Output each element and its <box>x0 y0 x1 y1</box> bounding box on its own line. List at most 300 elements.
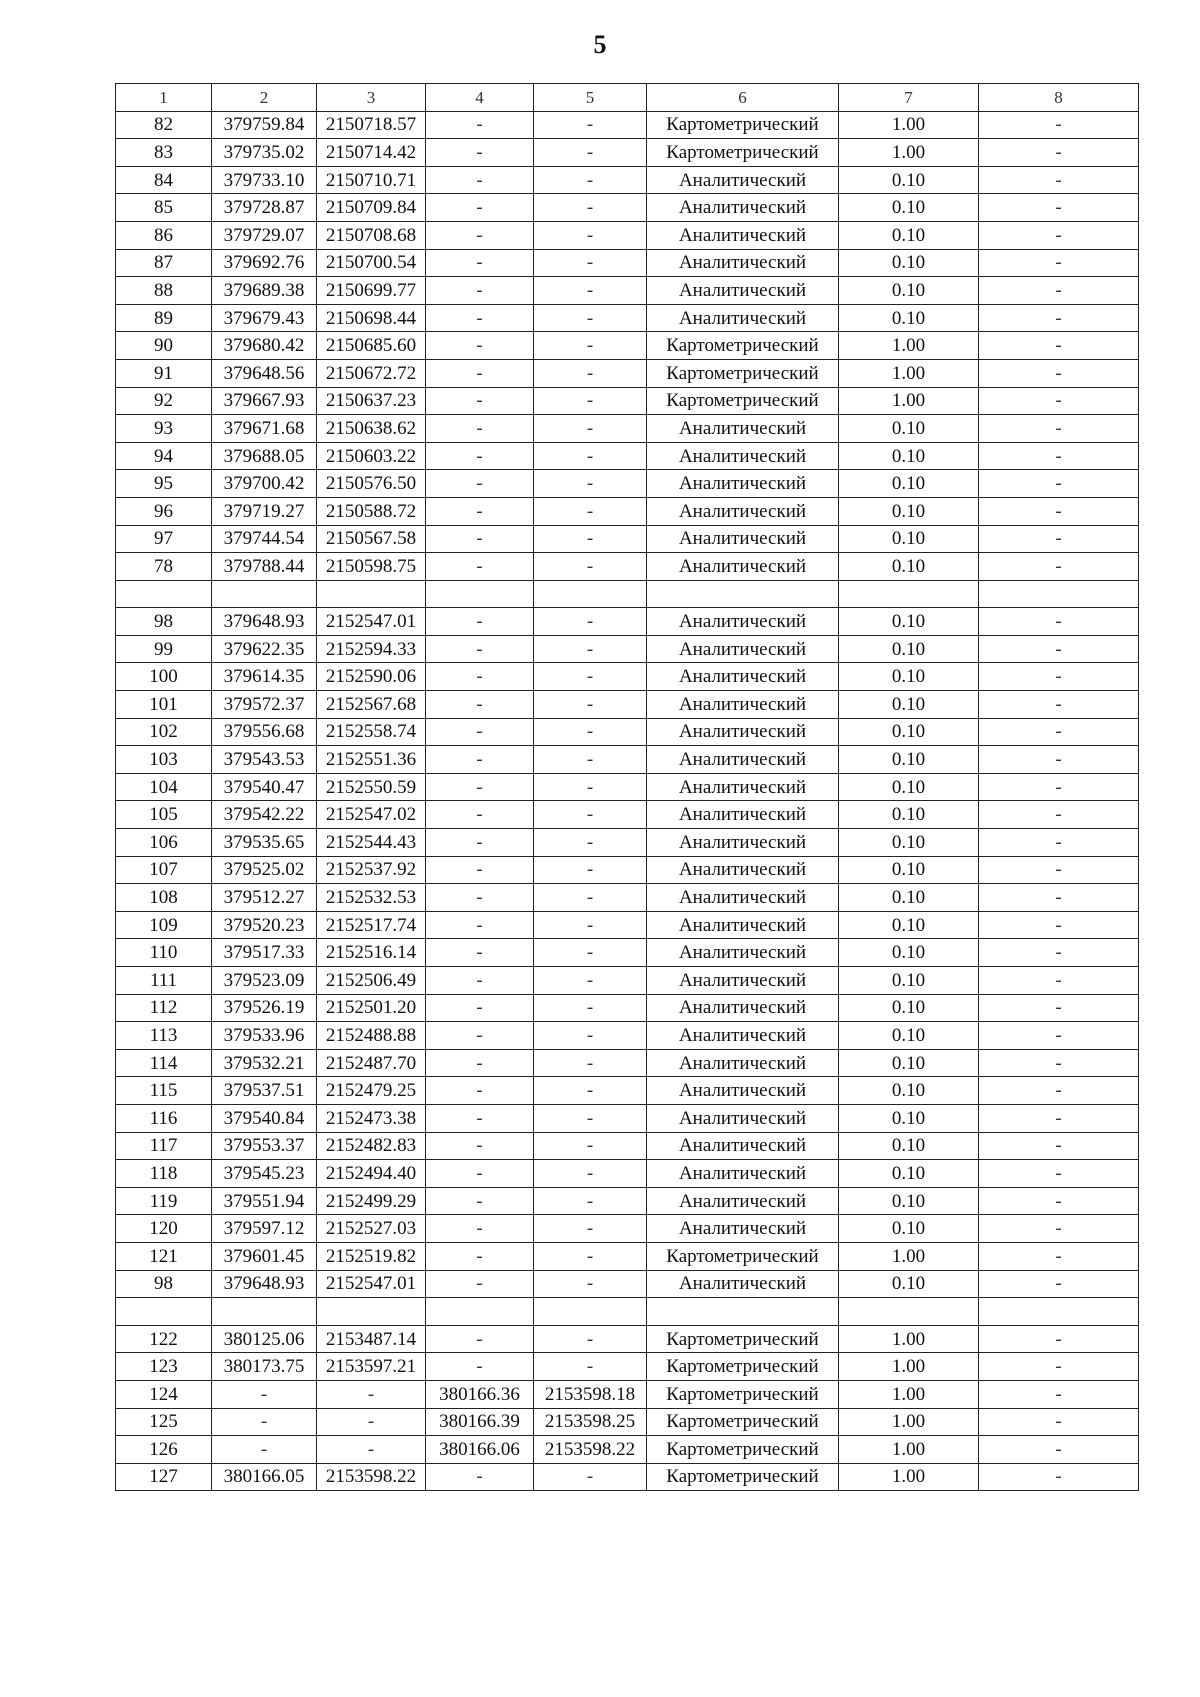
table-row <box>116 249 1139 277</box>
x-coordinate-cell: - <box>212 1408 317 1436</box>
y-alt-coordinate-cell: - <box>534 1325 647 1353</box>
y-alt-coordinate-cell: - <box>534 801 647 829</box>
x-coordinate-cell: 379512.27 <box>212 884 317 912</box>
description-cell: - <box>979 277 1139 305</box>
point-number-cell: 127 <box>116 1463 212 1491</box>
x-coordinate-cell: 379648.56 <box>212 359 317 387</box>
point-number-cell: 84 <box>116 166 212 194</box>
accuracy-cell: 0.10 <box>839 1077 979 1105</box>
x-coordinate-cell: 379680.42 <box>212 332 317 360</box>
point-number-cell: 82 <box>116 111 212 139</box>
y-alt-coordinate-cell: - <box>534 663 647 691</box>
y-alt-coordinate-cell: - <box>534 608 647 636</box>
description-cell: - <box>979 967 1139 995</box>
x-coordinate-cell: 379679.43 <box>212 304 317 332</box>
description-cell: - <box>979 663 1139 691</box>
y-alt-coordinate-cell: - <box>534 304 647 332</box>
point-number-cell: 103 <box>116 746 212 774</box>
y-alt-coordinate-cell: - <box>534 525 647 553</box>
method-cell: Аналитический <box>647 553 839 581</box>
x-coordinate-cell: 380125.06 <box>212 1325 317 1353</box>
y-coordinate-cell: 2150700.54 <box>317 249 426 277</box>
x-alt-coordinate-cell: - <box>426 1104 534 1132</box>
table-row <box>116 1380 1139 1408</box>
x-alt-coordinate-cell: - <box>426 911 534 939</box>
x-coordinate-cell: 379543.53 <box>212 746 317 774</box>
accuracy-cell: 0.10 <box>839 635 979 663</box>
table-row <box>116 1022 1139 1050</box>
description-cell: - <box>979 939 1139 967</box>
method-cell <box>647 580 839 608</box>
x-coordinate-cell: 379648.93 <box>212 1270 317 1298</box>
point-number-cell: 111 <box>116 967 212 995</box>
table-row <box>116 1436 1139 1464</box>
table-row <box>116 801 1139 829</box>
accuracy-cell <box>839 1298 979 1326</box>
x-coordinate-cell: 379614.35 <box>212 663 317 691</box>
method-cell: Аналитический <box>647 967 839 995</box>
y-alt-coordinate-cell: - <box>534 442 647 470</box>
y-alt-coordinate-cell <box>534 580 647 608</box>
method-cell: Аналитический <box>647 1049 839 1077</box>
table-row <box>116 1353 1139 1381</box>
x-coordinate-cell: 379759.84 <box>212 111 317 139</box>
table-row <box>116 967 1139 995</box>
description-cell <box>979 1298 1139 1326</box>
x-coordinate-cell: 380166.05 <box>212 1463 317 1491</box>
description-cell: - <box>979 994 1139 1022</box>
y-alt-coordinate-cell: - <box>534 718 647 746</box>
point-number-cell: 120 <box>116 1215 212 1243</box>
y-coordinate-cell: 2150718.57 <box>317 111 426 139</box>
y-coordinate-cell: 2150685.60 <box>317 332 426 360</box>
x-alt-coordinate-cell: - <box>426 718 534 746</box>
table-row <box>116 746 1139 774</box>
x-alt-coordinate-cell: - <box>426 1325 534 1353</box>
x-coordinate-cell: 379692.76 <box>212 249 317 277</box>
y-coordinate-cell: 2152499.29 <box>317 1187 426 1215</box>
table-row <box>116 1325 1139 1353</box>
y-coordinate-cell: 2150576.50 <box>317 470 426 498</box>
x-coordinate-cell: 379735.02 <box>212 139 317 167</box>
y-coordinate-cell: 2150708.68 <box>317 221 426 249</box>
x-coordinate-cell: 379667.93 <box>212 387 317 415</box>
accuracy-cell: 0.10 <box>839 608 979 636</box>
y-coordinate-cell: 2150699.77 <box>317 277 426 305</box>
x-alt-coordinate-cell: - <box>426 1270 534 1298</box>
description-cell: - <box>979 773 1139 801</box>
description-cell: - <box>979 746 1139 774</box>
accuracy-cell: 0.10 <box>839 470 979 498</box>
y-coordinate-cell: 2150598.75 <box>317 553 426 581</box>
x-coordinate-cell: 379540.84 <box>212 1104 317 1132</box>
description-cell: - <box>979 139 1139 167</box>
description-cell: - <box>979 1242 1139 1270</box>
method-cell: Аналитический <box>647 718 839 746</box>
x-coordinate-cell: 379689.38 <box>212 277 317 305</box>
x-coordinate-cell: 379525.02 <box>212 856 317 884</box>
table-row <box>116 1104 1139 1132</box>
method-cell: Аналитический <box>647 635 839 663</box>
accuracy-cell: 0.10 <box>839 553 979 581</box>
x-coordinate-cell: 379545.23 <box>212 1160 317 1188</box>
table-row <box>116 1160 1139 1188</box>
x-alt-coordinate-cell: - <box>426 801 534 829</box>
point-number-cell: 118 <box>116 1160 212 1188</box>
point-number-cell: 83 <box>116 139 212 167</box>
point-number-cell: 88 <box>116 277 212 305</box>
description-cell: - <box>979 1353 1139 1381</box>
x-alt-coordinate-cell: - <box>426 553 534 581</box>
x-coordinate-cell: 379719.27 <box>212 497 317 525</box>
x-coordinate-cell: 379540.47 <box>212 773 317 801</box>
table-row <box>116 332 1139 360</box>
y-alt-coordinate-cell: - <box>534 1242 647 1270</box>
column-header: 4 <box>426 84 534 112</box>
x-alt-coordinate-cell: - <box>426 1463 534 1491</box>
method-cell: Аналитический <box>647 608 839 636</box>
table-row <box>116 994 1139 1022</box>
x-coordinate-cell: 379551.94 <box>212 1187 317 1215</box>
method-cell: Аналитический <box>647 277 839 305</box>
y-coordinate-cell: - <box>317 1436 426 1464</box>
y-coordinate-cell: 2152473.38 <box>317 1104 426 1132</box>
accuracy-cell <box>839 580 979 608</box>
y-alt-coordinate-cell: - <box>534 1187 647 1215</box>
description-cell: - <box>979 1160 1139 1188</box>
x-alt-coordinate-cell: - <box>426 166 534 194</box>
accuracy-cell: 0.10 <box>839 967 979 995</box>
method-cell: Аналитический <box>647 221 839 249</box>
accuracy-cell: 0.10 <box>839 1132 979 1160</box>
point-number-cell <box>116 580 212 608</box>
accuracy-cell: 0.10 <box>839 884 979 912</box>
x-coordinate-cell: 379537.51 <box>212 1077 317 1105</box>
point-number-cell: 106 <box>116 829 212 857</box>
y-alt-coordinate-cell: - <box>534 1022 647 1050</box>
y-coordinate-cell: 2150710.71 <box>317 166 426 194</box>
table-row <box>116 1242 1139 1270</box>
description-cell: - <box>979 359 1139 387</box>
y-alt-coordinate-cell: - <box>534 1463 647 1491</box>
y-coordinate-cell <box>317 580 426 608</box>
point-number-cell: 113 <box>116 1022 212 1050</box>
description-cell: - <box>979 801 1139 829</box>
x-coordinate-cell: 379688.05 <box>212 442 317 470</box>
table-row <box>116 829 1139 857</box>
table-row <box>116 221 1139 249</box>
method-cell: Аналитический <box>647 470 839 498</box>
y-alt-coordinate-cell: - <box>534 221 647 249</box>
y-alt-coordinate-cell: 2153598.25 <box>534 1408 647 1436</box>
accuracy-cell: 1.00 <box>839 1436 979 1464</box>
method-cell: Аналитический <box>647 194 839 222</box>
point-number-cell: 124 <box>116 1380 212 1408</box>
page-number: 5 <box>593 30 607 59</box>
y-alt-coordinate-cell: - <box>534 277 647 305</box>
y-alt-coordinate-cell: - <box>534 911 647 939</box>
accuracy-cell: 0.10 <box>839 442 979 470</box>
description-cell: - <box>979 1436 1139 1464</box>
y-alt-coordinate-cell: - <box>534 967 647 995</box>
method-cell: Аналитический <box>647 497 839 525</box>
column-header: 6 <box>647 84 839 112</box>
x-alt-coordinate-cell <box>426 1298 534 1326</box>
y-alt-coordinate-cell: 2153598.18 <box>534 1380 647 1408</box>
accuracy-cell: 0.10 <box>839 911 979 939</box>
description-cell: - <box>979 442 1139 470</box>
point-number-cell: 99 <box>116 635 212 663</box>
table-row <box>116 1408 1139 1436</box>
method-cell: Картометрический <box>647 1408 839 1436</box>
table-row <box>116 387 1139 415</box>
table-row <box>116 691 1139 719</box>
y-alt-coordinate-cell: - <box>534 470 647 498</box>
point-number-cell: 98 <box>116 1270 212 1298</box>
accuracy-cell: 0.10 <box>839 691 979 719</box>
y-coordinate-cell: 2152547.02 <box>317 801 426 829</box>
method-cell: Аналитический <box>647 249 839 277</box>
x-coordinate-cell: 379788.44 <box>212 553 317 581</box>
y-coordinate-cell: 2152551.36 <box>317 746 426 774</box>
accuracy-cell: 0.10 <box>839 856 979 884</box>
description-cell: - <box>979 1270 1139 1298</box>
x-alt-coordinate-cell: - <box>426 1242 534 1270</box>
y-alt-coordinate-cell: - <box>534 773 647 801</box>
y-alt-coordinate-cell: - <box>534 1353 647 1381</box>
method-cell: Аналитический <box>647 994 839 1022</box>
accuracy-cell: 1.00 <box>839 332 979 360</box>
x-coordinate-cell: 379744.54 <box>212 525 317 553</box>
column-header: 2 <box>212 84 317 112</box>
description-cell: - <box>979 1022 1139 1050</box>
method-cell: Картометрический <box>647 1380 839 1408</box>
x-alt-coordinate-cell: - <box>426 442 534 470</box>
x-alt-coordinate-cell: - <box>426 470 534 498</box>
point-number-cell: 89 <box>116 304 212 332</box>
description-cell: - <box>979 1077 1139 1105</box>
x-alt-coordinate-cell: - <box>426 525 534 553</box>
method-cell: Картометрический <box>647 1242 839 1270</box>
x-coordinate-cell: 379648.93 <box>212 608 317 636</box>
y-alt-coordinate-cell: - <box>534 139 647 167</box>
column-header: 8 <box>979 84 1139 112</box>
point-number-cell: 122 <box>116 1325 212 1353</box>
y-coordinate-cell: 2150638.62 <box>317 415 426 443</box>
method-cell <box>647 1298 839 1326</box>
point-number-cell: 112 <box>116 994 212 1022</box>
y-coordinate-cell: 2152479.25 <box>317 1077 426 1105</box>
y-coordinate-cell: 2152537.92 <box>317 856 426 884</box>
table-row <box>116 635 1139 663</box>
x-alt-coordinate-cell: - <box>426 1049 534 1077</box>
y-coordinate-cell: 2152516.14 <box>317 939 426 967</box>
x-coordinate-cell: 379535.65 <box>212 829 317 857</box>
y-coordinate-cell: 2150637.23 <box>317 387 426 415</box>
accuracy-cell: 0.10 <box>839 277 979 305</box>
point-number-cell: 90 <box>116 332 212 360</box>
description-cell: - <box>979 470 1139 498</box>
accuracy-cell: 1.00 <box>839 1408 979 1436</box>
y-alt-coordinate-cell: - <box>534 1270 647 1298</box>
description-cell: - <box>979 856 1139 884</box>
table-row <box>116 277 1139 305</box>
point-number-cell: 86 <box>116 221 212 249</box>
table-row <box>116 718 1139 746</box>
x-alt-coordinate-cell: - <box>426 221 534 249</box>
description-cell: - <box>979 608 1139 636</box>
y-coordinate-cell: 2152519.82 <box>317 1242 426 1270</box>
accuracy-cell: 1.00 <box>839 359 979 387</box>
method-cell: Аналитический <box>647 442 839 470</box>
x-coordinate-cell <box>212 580 317 608</box>
x-coordinate-cell: 379729.07 <box>212 221 317 249</box>
description-cell: - <box>979 1049 1139 1077</box>
description-cell: - <box>979 884 1139 912</box>
x-alt-coordinate-cell: - <box>426 111 534 139</box>
y-alt-coordinate-cell: - <box>534 249 647 277</box>
y-coordinate-cell: 2150698.44 <box>317 304 426 332</box>
point-number-cell: 91 <box>116 359 212 387</box>
y-coordinate-cell: 2152527.03 <box>317 1215 426 1243</box>
description-cell: - <box>979 194 1139 222</box>
description-cell: - <box>979 635 1139 663</box>
x-alt-coordinate-cell: - <box>426 773 534 801</box>
x-coordinate-cell: 379733.10 <box>212 166 317 194</box>
description-cell: - <box>979 911 1139 939</box>
y-alt-coordinate-cell: - <box>534 829 647 857</box>
method-cell: Аналитический <box>647 1215 839 1243</box>
y-coordinate-cell: 2152558.74 <box>317 718 426 746</box>
method-cell: Аналитический <box>647 1132 839 1160</box>
accuracy-cell: 0.10 <box>839 304 979 332</box>
table-row <box>116 939 1139 967</box>
method-cell: Картометрический <box>647 1353 839 1381</box>
accuracy-cell: 1.00 <box>839 1463 979 1491</box>
table-row <box>116 1215 1139 1243</box>
description-cell: - <box>979 1187 1139 1215</box>
method-cell: Картометрический <box>647 139 839 167</box>
description-cell <box>979 580 1139 608</box>
y-alt-coordinate-cell: - <box>534 691 647 719</box>
x-coordinate-cell: 379700.42 <box>212 470 317 498</box>
accuracy-cell: 1.00 <box>839 1325 979 1353</box>
x-coordinate-cell: 379553.37 <box>212 1132 317 1160</box>
point-number-cell: 94 <box>116 442 212 470</box>
description-cell: - <box>979 304 1139 332</box>
accuracy-cell: 0.10 <box>839 194 979 222</box>
y-coordinate-cell: - <box>317 1408 426 1436</box>
y-alt-coordinate-cell: - <box>534 884 647 912</box>
column-header: 1 <box>116 84 212 112</box>
description-cell: - <box>979 1325 1139 1353</box>
point-number-cell: 96 <box>116 497 212 525</box>
description-cell: - <box>979 1104 1139 1132</box>
x-alt-coordinate-cell: - <box>426 1160 534 1188</box>
description-cell: - <box>979 553 1139 581</box>
point-number-cell: 104 <box>116 773 212 801</box>
accuracy-cell: 0.10 <box>839 718 979 746</box>
y-coordinate-cell: 2152517.74 <box>317 911 426 939</box>
point-number-cell: 108 <box>116 884 212 912</box>
x-coordinate-cell: 380173.75 <box>212 1353 317 1381</box>
method-cell: Аналитический <box>647 939 839 967</box>
point-number-cell: 116 <box>116 1104 212 1132</box>
y-coordinate-cell: 2152594.33 <box>317 635 426 663</box>
accuracy-cell: 1.00 <box>839 387 979 415</box>
x-alt-coordinate-cell <box>426 580 534 608</box>
description-cell: - <box>979 1380 1139 1408</box>
y-alt-coordinate-cell: - <box>534 746 647 774</box>
y-coordinate-cell: 2152590.06 <box>317 663 426 691</box>
method-cell: Картометрический <box>647 332 839 360</box>
accuracy-cell: 0.10 <box>839 249 979 277</box>
method-cell: Аналитический <box>647 746 839 774</box>
x-alt-coordinate-cell: - <box>426 856 534 884</box>
description-cell: - <box>979 332 1139 360</box>
y-coordinate-cell: 2152567.68 <box>317 691 426 719</box>
method-cell: Аналитический <box>647 911 839 939</box>
accuracy-cell: 0.10 <box>839 1022 979 1050</box>
y-coordinate-cell: - <box>317 1380 426 1408</box>
point-number-cell: 105 <box>116 801 212 829</box>
accuracy-cell: 0.10 <box>839 773 979 801</box>
table-row <box>116 1270 1139 1298</box>
description-cell: - <box>979 525 1139 553</box>
description-cell: - <box>979 387 1139 415</box>
x-coordinate-cell: - <box>212 1380 317 1408</box>
accuracy-cell: 0.10 <box>839 663 979 691</box>
accuracy-cell: 0.10 <box>839 525 979 553</box>
x-alt-coordinate-cell: - <box>426 139 534 167</box>
accuracy-cell: 0.10 <box>839 1104 979 1132</box>
x-coordinate-cell: 379601.45 <box>212 1242 317 1270</box>
y-coordinate-cell: 2152501.20 <box>317 994 426 1022</box>
x-alt-coordinate-cell: - <box>426 304 534 332</box>
method-cell: Аналитический <box>647 1187 839 1215</box>
method-cell: Аналитический <box>647 415 839 443</box>
point-number-cell <box>116 1298 212 1326</box>
x-coordinate-cell: 379520.23 <box>212 911 317 939</box>
point-number-cell: 92 <box>116 387 212 415</box>
method-cell: Аналитический <box>647 166 839 194</box>
point-number-cell: 115 <box>116 1077 212 1105</box>
coordinates-table <box>115 83 1139 1491</box>
point-number-cell: 110 <box>116 939 212 967</box>
point-number-cell: 95 <box>116 470 212 498</box>
x-alt-coordinate-cell: - <box>426 1353 534 1381</box>
x-coordinate-cell: 379523.09 <box>212 967 317 995</box>
x-alt-coordinate-cell: - <box>426 994 534 1022</box>
description-cell: - <box>979 1408 1139 1436</box>
y-alt-coordinate-cell <box>534 1298 647 1326</box>
x-alt-coordinate-cell: - <box>426 194 534 222</box>
description-cell: - <box>979 1215 1139 1243</box>
table-row <box>116 884 1139 912</box>
x-alt-coordinate-cell: - <box>426 1215 534 1243</box>
x-alt-coordinate-cell: - <box>426 691 534 719</box>
table-row <box>116 1463 1139 1491</box>
accuracy-cell: 0.10 <box>839 1187 979 1215</box>
method-cell: Аналитический <box>647 663 839 691</box>
table-row <box>116 166 1139 194</box>
method-cell: Аналитический <box>647 1104 839 1132</box>
point-number-cell: 85 <box>116 194 212 222</box>
description-cell: - <box>979 415 1139 443</box>
accuracy-cell: 1.00 <box>839 1353 979 1381</box>
table-row <box>116 470 1139 498</box>
method-cell: Аналитический <box>647 1077 839 1105</box>
